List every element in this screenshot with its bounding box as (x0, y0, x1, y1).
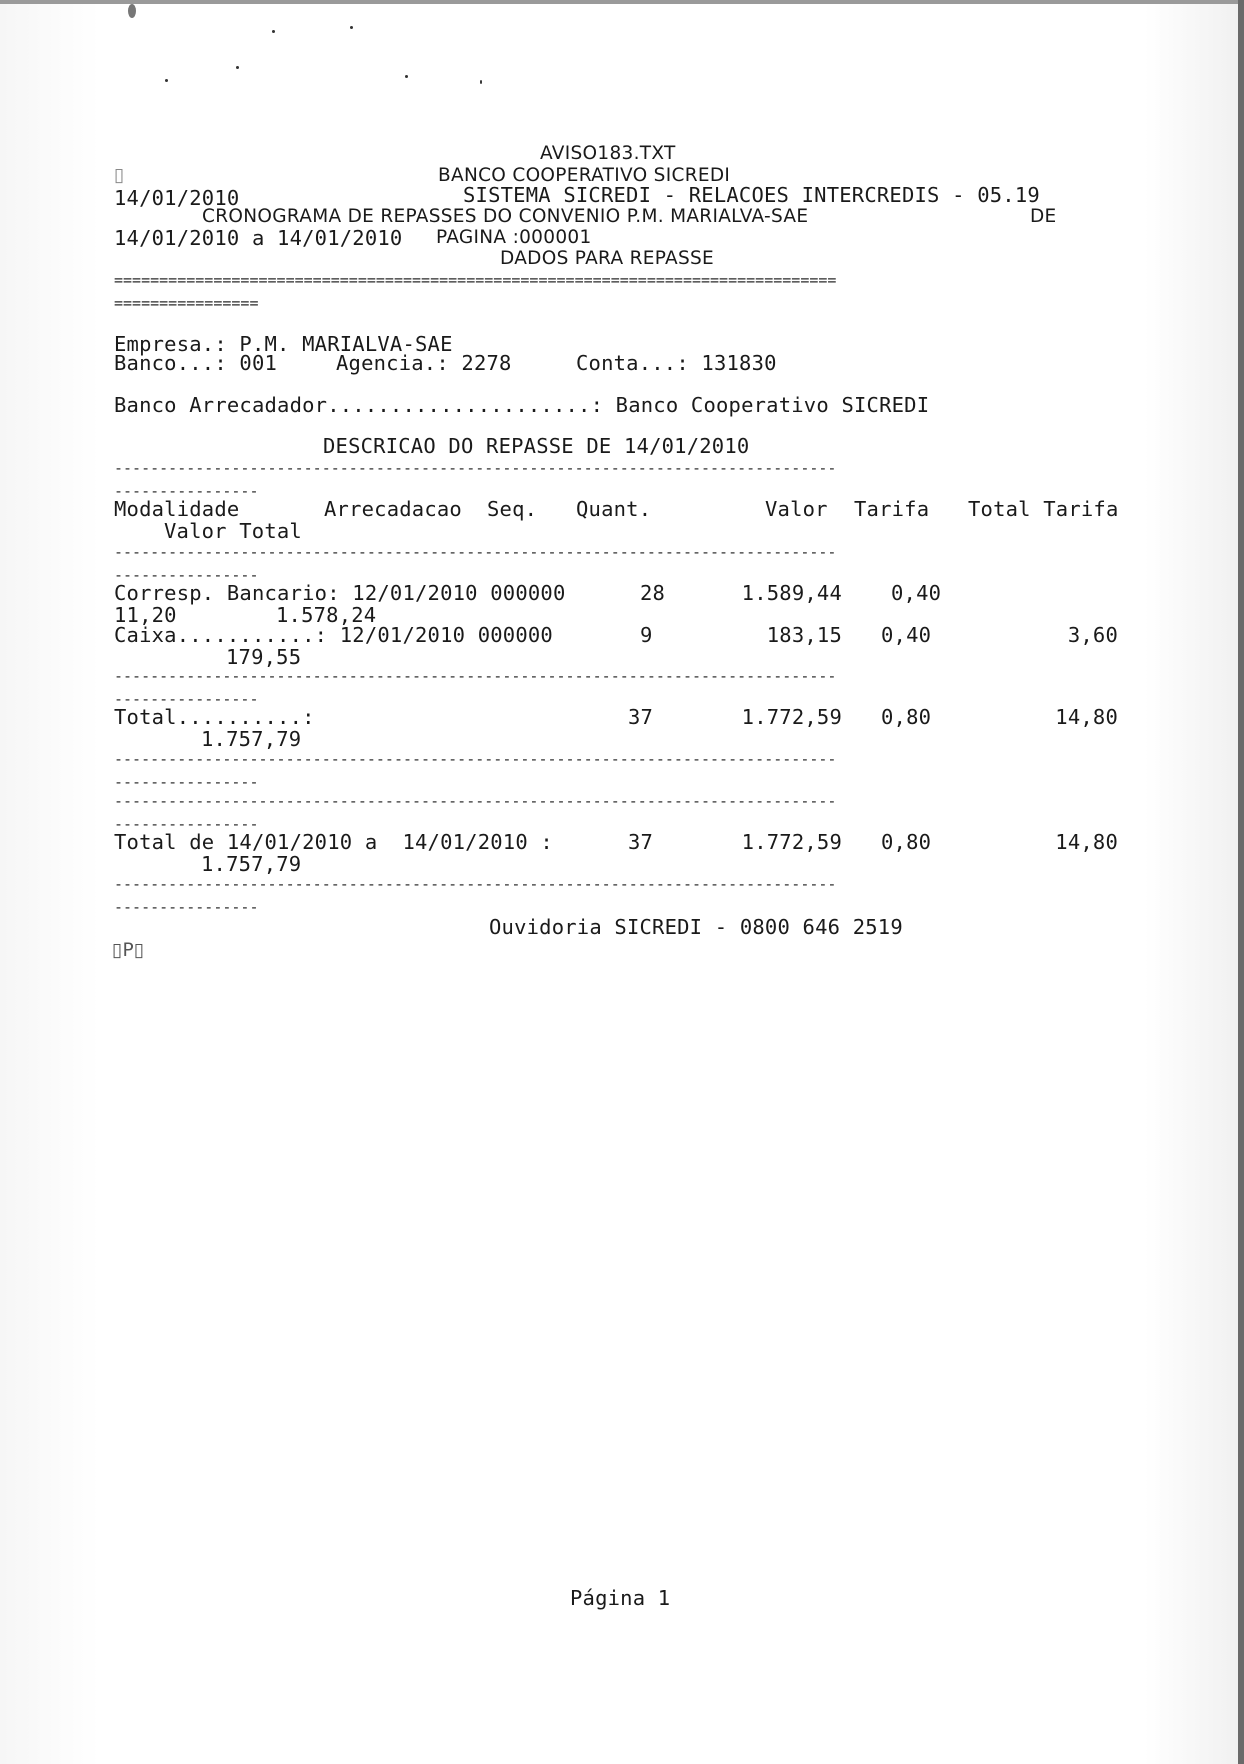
period-total-valor-total: 1.757,79 (201, 852, 302, 876)
header-tarifa: Tarifa (854, 497, 930, 521)
conta-field: Conta...: 131830 (576, 351, 777, 375)
scan-speck (480, 80, 482, 84)
header-quant: Quant. (576, 497, 652, 521)
empresa-line: Empresa.: P.M. MARIALVA-SAE (114, 332, 453, 356)
separator: ---------------- (114, 568, 259, 582)
separator: -------------------------------------------------------------------------------- (114, 877, 837, 891)
header-arrecadacao: Arrecadacao (324, 497, 462, 521)
separator: ---------------- (114, 692, 259, 706)
header-valor-total: Valor Total (164, 519, 302, 543)
row-valor: 1.589,44 (741, 581, 842, 605)
row-tarifa: 0,40 (881, 623, 932, 647)
section-title: DADOS PARA REPASSE (500, 248, 715, 269)
total-valor-total: 1.757,79 (201, 727, 302, 751)
period-total-quant: 37 (628, 830, 654, 854)
description-title: DESCRICAO DO REPASSE DE 14/01/2010 (323, 434, 750, 458)
header-glyph: ▯ (114, 165, 125, 186)
scan-speck (128, 4, 136, 18)
separator: ---------------- (114, 817, 259, 831)
header-seq: Seq. (487, 497, 538, 521)
row-label: Corresp. Bancario: 12/01/2010 000000 (114, 581, 566, 605)
separator: ================ (114, 296, 259, 310)
separator: ---------------- (114, 900, 259, 914)
ouvidoria-line: Ouvidoria SICREDI - 0800 646 2519 (489, 915, 903, 939)
schedule-title: CRONOGRAMA DE REPASSES DO CONVENIO P.M. MARIALVA-SAE (202, 206, 809, 227)
row-total-tarifa: 3,60 (1067, 623, 1118, 647)
row-label: Caixa...........: 12/01/2010 000000 (114, 623, 553, 647)
scan-speck (405, 75, 408, 78)
system-name: SISTEMA SICREDI - RELACOES INTERCREDIS - 05.19 (463, 183, 1040, 207)
total-label: Total..........: (114, 705, 315, 729)
separator: -------------------------------------------------------------------------------- (114, 752, 837, 766)
schedule-de: DE (1030, 206, 1057, 227)
row-valor-total: 179,55 (226, 645, 302, 669)
header-modalidade: Modalidade (114, 497, 240, 521)
separator: ---------------- (114, 775, 259, 789)
scan-edge-right (1238, 0, 1244, 1764)
period-total-valor: 1.772,59 (741, 830, 842, 854)
separator: -------------------------------------------------------------------------------- (114, 669, 837, 683)
row-total-tarifa: 11,20 (114, 603, 177, 627)
page-number: PAGINA :000001 (436, 227, 592, 248)
row-tarifa: 0,40 (891, 581, 942, 605)
file-name: AVISO183.TXT (540, 143, 676, 164)
separator: ---------------- (114, 484, 259, 498)
separator: -------------------------------------------------------------------------------- (114, 545, 837, 559)
scan-speck (165, 79, 168, 82)
header-date: 14/01/2010 (114, 186, 240, 210)
row-quant: 9 (640, 623, 653, 647)
footer-page: Página 1 (570, 1586, 671, 1610)
total-valor: 1.772,59 (741, 705, 842, 729)
banco-field: Banco...: 001 (114, 351, 278, 375)
period-total-label: Total de 14/01/2010 a 14/01/2010 : (114, 830, 553, 854)
end-marker: ▯P▯ (112, 940, 145, 961)
arrecadador-line: Banco Arrecadador.....................: Banco Cooperativo SICREDI (114, 393, 930, 417)
scan-speck (350, 26, 353, 29)
header-total-tarifa: Total Tarifa (968, 497, 1119, 521)
row-quant: 28 (640, 581, 666, 605)
header-valor: Valor (765, 497, 828, 521)
period-total-total-tarifa: 14,80 (1055, 830, 1118, 854)
row-valor-total: 1.578,24 (276, 603, 377, 627)
scan-speck (272, 30, 275, 33)
scan-edge-top (0, 0, 1244, 4)
agencia-field: Agencia.: 2278 (336, 351, 512, 375)
period-total-tarifa: 0,80 (881, 830, 932, 854)
separator: -------------------------------------------------------------------------------- (114, 794, 837, 808)
period: 14/01/2010 a 14/01/2010 (114, 226, 403, 250)
separator: ================================================================================ (114, 273, 837, 287)
total-total-tarifa: 14,80 (1055, 705, 1118, 729)
scan-speck (236, 66, 239, 69)
total-quant: 37 (628, 705, 654, 729)
separator: -------------------------------------------------------------------------------- (114, 461, 837, 475)
total-tarifa: 0,80 (881, 705, 932, 729)
bank-name: BANCO COOPERATIVO SICREDI (438, 165, 731, 186)
row-valor: 183,15 (766, 623, 842, 647)
